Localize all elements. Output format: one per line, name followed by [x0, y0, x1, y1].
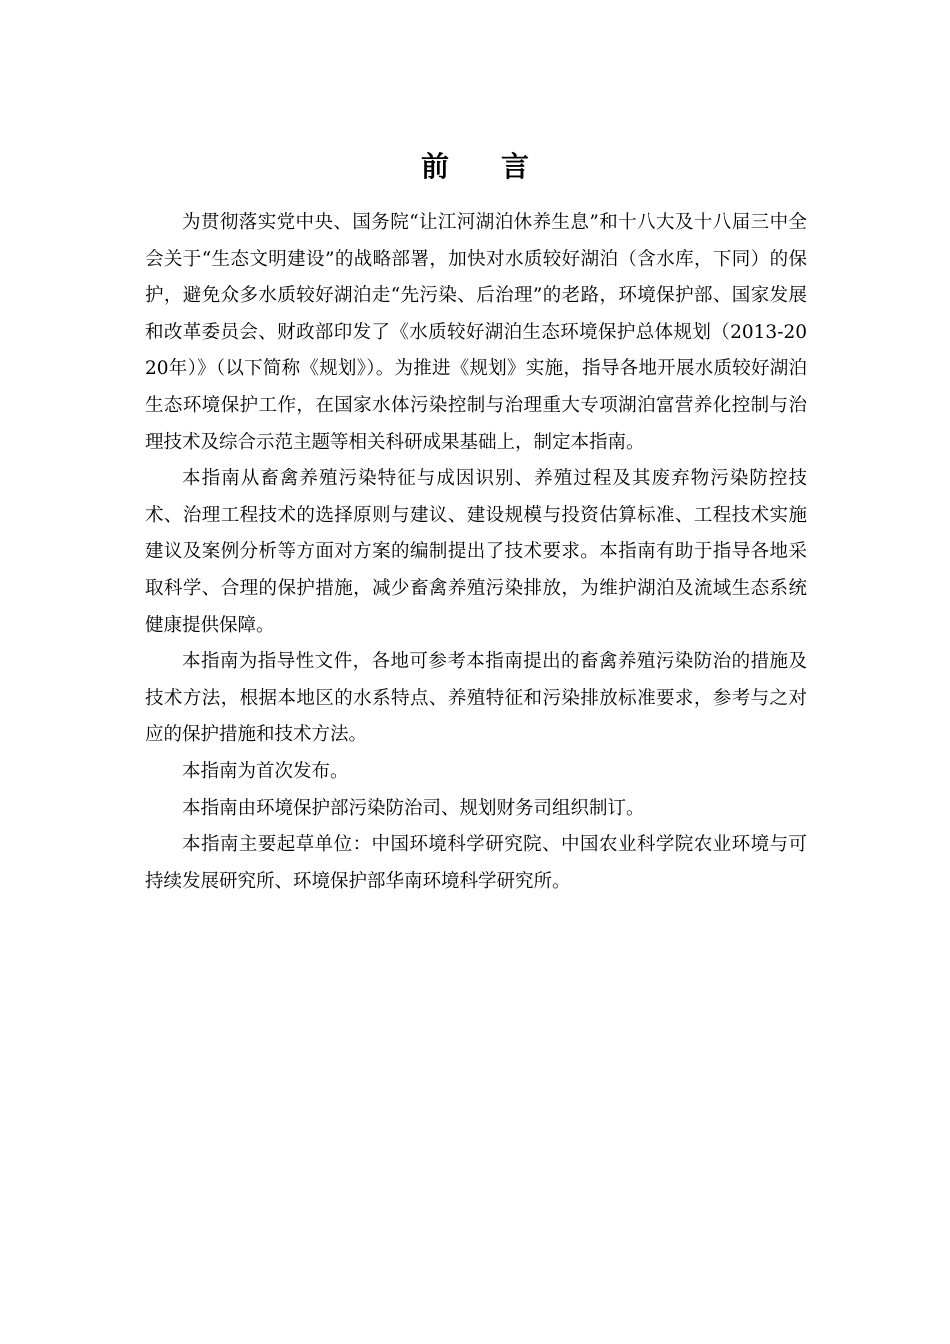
paragraph-drafting-units: 本指南主要起草单位：中国环境科学研究院、中国农业科学院农业环境与可持续发展研究所、环境保护部华南环境科学研究所。: [145, 834, 807, 892]
paragraph-organizer: 本指南由环境保护部污染防治司、规划财务司组织制订。: [182, 797, 645, 819]
paragraph-content-scope: 本指南从畜禽养殖污染特征与成因识别、养殖过程及其废弃物污染防控技术、治理工程技术的选择原则与建议、建设规模与投资估算标准、工程技术实施建议及案例分析等方面对方案的编制提出了技术要求。本指南有助于指导各地采取科学、合理的保护措施，减少畜禽养殖污染排放，为维护湖泊及流域生态系统健康提供保障。: [145, 468, 807, 636]
paragraph-first-release: 本指南为首次发布。: [182, 760, 349, 782]
preface-body: [145, 205, 807, 900]
page-title: 前言: [420, 149, 581, 183]
paragraph-guidance-nature: 本指南为指导性文件，各地可参考本指南提出的畜禽养殖污染防治的措施及技术方法，根据本地区的水系特点、养殖特征和污染排放标准要求，参考与之对应的保护措施和技术方法。: [145, 651, 807, 746]
paragraph-purpose: 为贯彻落实党中央、国务院“让江河湖泊休养生息”和十八大及十八届三中全会关于“生态文明建设”的战略部署，加快对水质较好湖泊（含水库，下同）的保护，避免众多水质较好湖泊走“先污染、后治理”的老路，环境保护部、国家发展和改革委员会、财政部印发了《水质较好湖泊生态环境保护总体规划（2013-2020年）》（以下简称《规划》）。为推进《规划》实施，指导各地开展水质较好湖泊生态环境保护工作，在国家水体污染控制与治理重大专项湖泊富营养化控制与治理技术及综合示范主题等相关科研成果基础上，制定本指南。: [145, 212, 807, 453]
